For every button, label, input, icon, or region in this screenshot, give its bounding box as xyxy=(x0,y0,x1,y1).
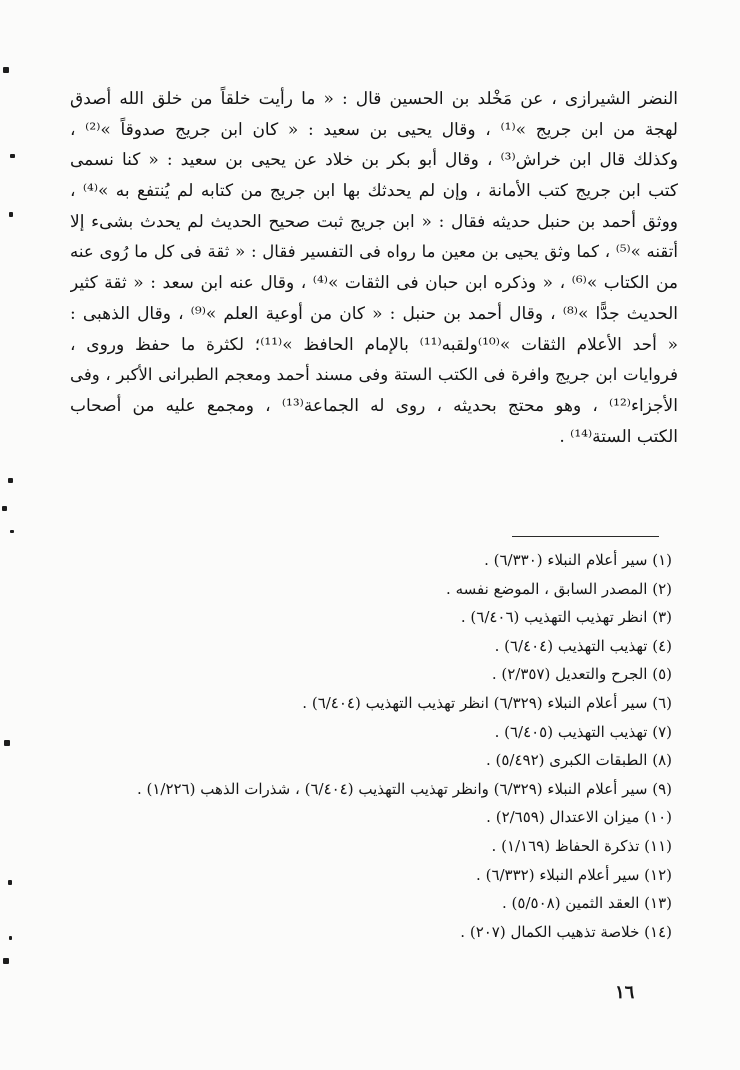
footnote: (٥) الجرح والتعديل (٢/٣٥٧) . xyxy=(491,665,672,684)
scan-mark xyxy=(9,212,13,217)
text-line: النضر الشيرازى ، عن مَخْلد بن الحسين قال : « ما رأيت خلقاً من خلق الله أصدق xyxy=(70,89,678,109)
footnote: (٦) سير أعلام النبلاء (٦/٣٢٩) انظر تهذيب التهذيب (٦/٤٠٤) . xyxy=(302,693,672,712)
scan-mark xyxy=(2,506,7,511)
text-line: الأجزاء⁽¹²⁾ ، وهو محتج بحديثه ، روى له الجماعة⁽¹³⁾ ، ومجمع عليه من أصحاب xyxy=(70,395,678,416)
footnote: (١٢) سير أعلام النبلاء (٦/٣٣٢) . xyxy=(476,865,672,884)
footnote-separator xyxy=(512,536,659,537)
scan-mark xyxy=(10,530,14,533)
scan-mark xyxy=(3,67,9,73)
text-line: من الكتاب »⁽⁶⁾ ، « وذكره ابن حبان فى الثقات »⁽⁴⁾ ، وقال عنه ابن سعد : « ثقة كثير xyxy=(70,273,678,294)
text-line: أتقنه »⁽⁵⁾ ، كما وثق يحيى بن معين ما رواه فى التفسير فقال : « ثقة فى كل ما رُوى عنه xyxy=(70,242,678,262)
text-line: وكذلك قال ابن خراش⁽³⁾ ، وقال أبو بكر بن خلاد عن يحيى بن سعيد : « كنا نسمى xyxy=(70,150,678,171)
text-line: لهجة من ابن جريج »⁽¹⁾ ، وقال يحيى بن سعيد : « كان ابن جريج صدوقاً »⁽²⁾ ، xyxy=(70,119,678,140)
footnote: (١) سير أعلام النبلاء (٦/٣٣٠) . xyxy=(484,551,672,569)
footnote: (٢) المصدر السابق ، الموضع نفسه . xyxy=(446,579,672,598)
text-line: فروايات ابن جريج وافرة فى الكتب الستة وفى مسند أحمد ومعجم الطبرانى الأكبر ، وفى xyxy=(70,365,678,385)
page-number: ١٦ xyxy=(615,982,635,1003)
footnotes-list xyxy=(52,546,672,946)
text-line: الكتب الستة⁽¹⁴⁾ . xyxy=(559,426,678,447)
text-line: ووثق أحمد بن حنبل حديثه فقال : « ابن جريج ثبت صحيح الحديث لم يحدث بشىء إلا xyxy=(70,211,678,232)
scan-mark xyxy=(8,478,13,483)
scan-mark xyxy=(4,740,10,746)
footnote: (٩) سير أعلام النبلاء (٦/٣٢٩) وانظر تهذيب التهذيب (٦/٤٠٤) ، شذرات الذهب (١/٢٢٦) . xyxy=(136,779,672,798)
main-text xyxy=(70,84,678,452)
scan-mark xyxy=(9,936,12,940)
scan-mark xyxy=(10,154,15,158)
text-line: « أحد الأعلام الثقات »⁽¹⁰⁾ولقبه⁽¹¹⁾ بالإمام الحافظ »⁽¹¹⁾؛ لكثرة ما حفظ وروى ، xyxy=(70,334,678,355)
scan-mark xyxy=(8,880,12,885)
footnote: (١٣) العقد الثمين (٥/٥٠٨) . xyxy=(502,894,672,913)
footnote: (٣) انظر تهذيب التهذيب (٦/٤٠٦) . xyxy=(460,608,672,627)
text-line: كتب ابن جريج كتب الأمانة ، وإن لم يحدثك بها ابن جريج من كتابه لم يُنتفع به »⁽⁴⁾ ، xyxy=(70,181,678,202)
footnote: (١١) تذكرة الحفاظ (١/١٦٩) . xyxy=(491,836,672,855)
footnote: (١٤) خلاصة تذهيب الكمال (٢٠٧) . xyxy=(460,922,672,941)
footnote: (٤) تهذيب التهذيب (٦/٤٠٤) . xyxy=(494,636,672,655)
footnote: (٨) الطبقات الكبرى (٥/٤٩٢) . xyxy=(485,751,672,770)
footnote: (٧) تهذيب التهذيب (٦/٤٠٥) . xyxy=(494,722,672,741)
text-line: الحديث جدًّا »⁽⁸⁾ ، وقال أحمد بن حنبل : « كان من أوعية العلم »⁽⁹⁾ ، وقال الذهبى : xyxy=(70,303,678,324)
footnote: (١٠) ميزان الاعتدال (٢/٦٥٩) . xyxy=(486,808,672,827)
scan-mark xyxy=(3,958,9,964)
left-margin-scan-marks xyxy=(0,0,40,1070)
